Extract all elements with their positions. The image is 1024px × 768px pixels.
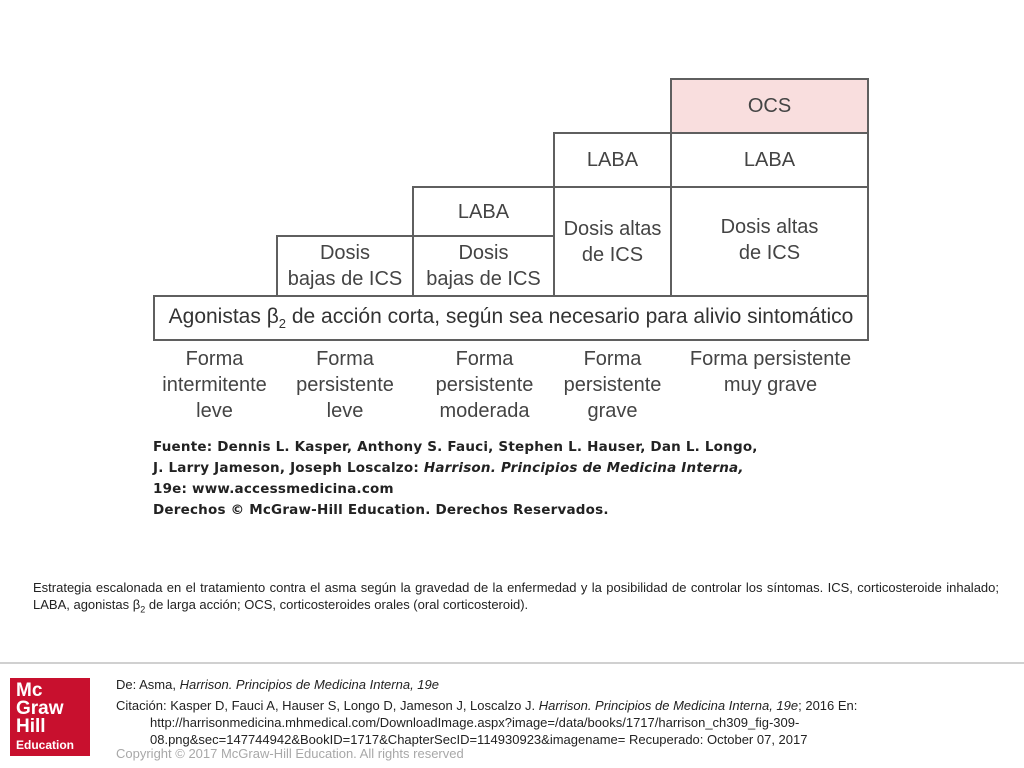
caption-part2: de larga acción; OCS, corticosteroides orales (oral corticosteroid). (145, 597, 529, 612)
fuente-line2 (153, 458, 869, 479)
dosis-altas-line2: de ICS (738, 242, 801, 264)
base-pre: Agonistas β (168, 304, 279, 328)
logo-line1: Mc (16, 680, 43, 701)
mcgraw-hill-logo (10, 678, 90, 756)
severity-line: Forma (316, 348, 374, 370)
severity-line: leve (196, 400, 233, 422)
citation (116, 697, 976, 748)
cita-url1: http://harrisonmedicina.mhmedical.com/DownloadImage.aspx?image=/data/books/1717/harrison_ch309_fig-309- (150, 715, 800, 730)
dosis-bajas-line2: bajas de ICS (287, 268, 403, 290)
cell-ocs (670, 78, 869, 134)
base-text (169, 305, 854, 331)
fuente-line2-italic: Harrison. Principios de Medicina Interna, (423, 460, 744, 476)
fuente-line3: 19e: www.accessmedicina.com (153, 481, 394, 497)
cita-url2: 08.png&sec=147744942&BookID=1717&ChapterSecID=114930923&imagename= Recuperado: October 07, 2017 (150, 732, 808, 747)
fuente-line2-pre: J. Larry Jameson, Joseph Loscalzo: (153, 460, 424, 476)
figure-caption (33, 579, 999, 619)
dosis-altas-line1: Dosis altas (563, 217, 662, 240)
cita-pre: Citación: Kasper D, Fauci A, Hauser S, Longo D, Jameson J, Loscalzo J. (116, 698, 539, 713)
cita-post: ; 2016 En: (798, 698, 858, 713)
logo-line3: Hill (16, 716, 46, 737)
laba-label: LABA (457, 200, 510, 223)
dosis-altas-line2: de ICS (581, 243, 644, 266)
base-post: de acción corta, según sea necesario para alivio sintomático (286, 304, 854, 328)
severity-line: muy grave (723, 374, 818, 396)
severity-line: moderada (439, 400, 530, 422)
cita-italic: Harrison. Principios de Medicina Interna, 19e (538, 698, 799, 713)
fuente-line4: Derechos © McGraw-Hill Education. Derechos Reservados. (153, 502, 609, 518)
cell-dosis-altas-col5 (670, 186, 869, 297)
dosis-altas-line1: Dosis altas (720, 216, 819, 238)
cell-laba-col4 (553, 132, 672, 188)
severity-col2 (276, 346, 414, 424)
from-reference (116, 676, 439, 693)
base-sub: 2 (278, 316, 287, 332)
dosis-bajas-line1: Dosis (319, 242, 370, 264)
severity-line: intermitente (162, 374, 267, 396)
laba-label: LABA (743, 149, 796, 171)
severity-line: persistente (563, 374, 662, 396)
copyright: Copyright © 2017 McGraw-Hill Education. All rights reserved (116, 746, 464, 761)
dosis-bajas-line1: Dosis (458, 242, 509, 264)
severity-line: persistente (435, 374, 534, 396)
ocs-label: OCS (747, 95, 792, 117)
cell-dosis-bajas-col3 (412, 235, 555, 297)
asthma-step-figure (153, 78, 869, 518)
severity-col5 (672, 346, 869, 398)
severity-col3 (414, 346, 555, 424)
severity-col1 (153, 346, 276, 424)
laba-label: LABA (586, 149, 639, 171)
logo-line4: Education (16, 738, 75, 752)
severity-line: leve (326, 400, 364, 422)
severity-line: Forma (455, 348, 514, 370)
figure-source (153, 437, 869, 521)
base-row-saba (153, 295, 869, 341)
severity-line: Forma (185, 348, 244, 370)
dosis-bajas-line2: bajas de ICS (426, 268, 541, 290)
cell-laba-col5 (670, 132, 869, 188)
footer-divider (0, 662, 1024, 664)
de-prefix: De: Asma, (116, 677, 180, 692)
severity-col4 (553, 346, 672, 424)
caption-sub: 2 (140, 604, 146, 615)
logo-line2: Graw (16, 698, 64, 719)
cell-dosis-altas-col4 (553, 186, 672, 297)
cell-laba-col3 (412, 186, 555, 237)
severity-line: persistente (296, 374, 394, 396)
caption-part1: Estrategia escalonada en el tratamiento contra el asma según la gravedad de la enfermedad y la posibilidad de controlar los síntomas. ICS, corticosteroide inhalado; LABA, agonistas β (33, 580, 999, 612)
cell-dosis-bajas-col2 (276, 235, 414, 297)
severity-line: persistente (753, 348, 852, 370)
severity-line: Forma (689, 348, 748, 370)
severity-line: grave (587, 400, 638, 422)
fuente-line1: Fuente: Dennis L. Kasper, Anthony S. Fauci, Stephen L. Hauser, Dan L. Longo, (153, 439, 758, 455)
severity-line: Forma (583, 348, 642, 370)
de-italic: Harrison. Principios de Medicina Interna, 19e (179, 677, 439, 692)
